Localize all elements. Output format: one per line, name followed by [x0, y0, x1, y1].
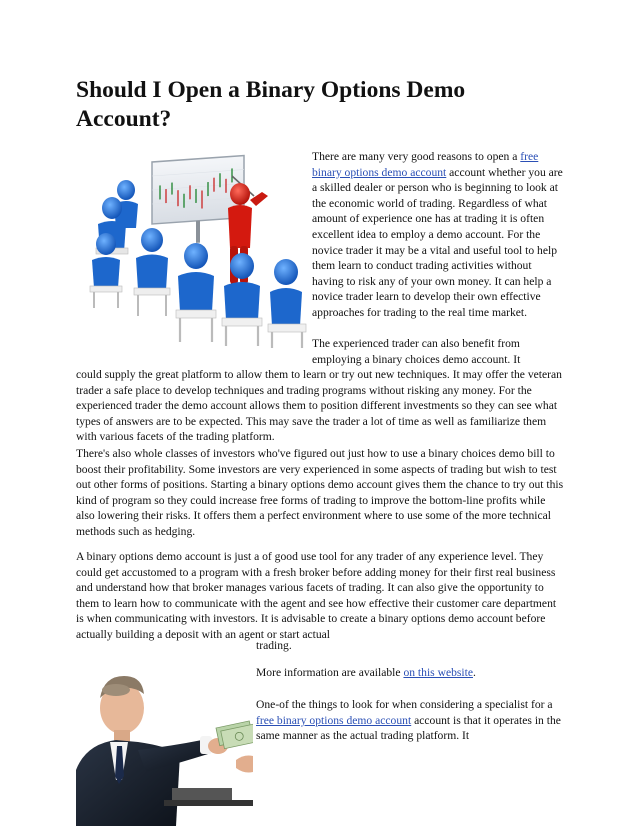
businessman-money-illustration	[76, 650, 253, 826]
paragraph-2: could supply the great platform to allow them to learn or try out new techniques. It may offer the veteran trader a safe place to develop techniques and trading programs without risking any money. For the experienced trader the demo account allows them to position different investments so they can see what types of answers are to be expected. This may save the trader a lot of time as well as familiarize them with various facets of the trading platform.	[76, 368, 562, 444]
website-link[interactable]: on this website	[403, 666, 473, 679]
demo-account-link-2[interactable]: free binary options demo account	[256, 713, 412, 727]
paragraph-3: There's also whole classes of investors who've figured out just how to use a binary choices demo bill to boost their profitability. Some investors are very experienced in some aspects of trading but wish to test out other forms of positions. Starting a binary options demo account gives them the chance to try out this kind of program so they could increase free forms of trading to improve the bottom-line profits while also lowering their risks. It offers them a perfect environment where to use some of the more technical methods such as hedging.	[76, 447, 564, 538]
paragraph-1: There are many very good reasons to open a free binary options demo account account whether you are a skilled dealer or person who is beginning to look at the economic world of trading. Regardless of what amount of experience one has at trading it is often excellent idea to employ a demo account. For the novice trader it may be a vital and useful tool to help them learn to conduct trading activities without having to risk any of your own money. It can help a novice trader learn to develop their own effective approaches for trading to the real time market.	[312, 150, 563, 319]
paragraph-6: One-of the things to look for when considering a specialist for a free binary options demo account account is that it operates in the same manner as the actual trading platform. It	[256, 698, 561, 743]
paragraph-5: More information are available on this website.	[256, 666, 476, 679]
demo-account-link-1[interactable]: free binary options demo account	[312, 150, 539, 179]
article-title: Should I Open a Binary Options Demo Account?	[76, 77, 466, 132]
paragraph-4-end: trading.	[256, 639, 292, 652]
paragraph-4: A binary options demo account is just a of good use tool for any trader of any experience level. They could get accustomed to a program with a fresh broker before adding money for their first real business and understand how that broker manages various facets of trading. It can also give the opportunity to them to learn how to communicate with the agent and see how effective their customer care department is when communicating with investors. It is advisable to create a binary options demo account before actually building a deposit with an agent or start actual	[76, 550, 557, 641]
paragraph-2-top: The experienced trader can also benefit from employing a binary choices demo account. It	[312, 337, 521, 366]
presentation-illustration	[82, 148, 310, 348]
